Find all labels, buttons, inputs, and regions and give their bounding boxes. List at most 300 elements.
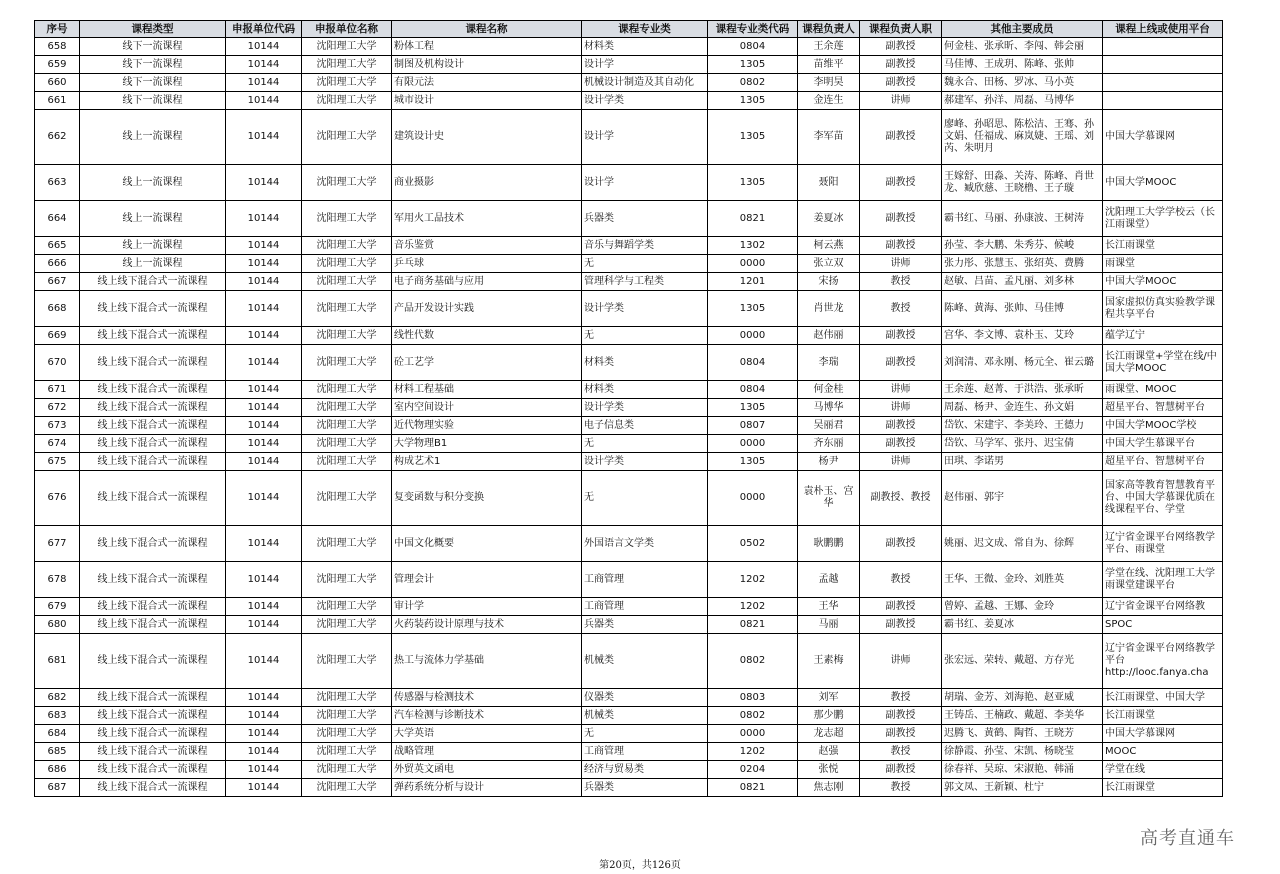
cell-members: 霸书红、姜夏冰 — [942, 616, 1103, 634]
cell-course-type: 线上线下混合式一流课程 — [80, 526, 226, 562]
table-row — [35, 453, 1223, 471]
table-row — [35, 237, 1223, 255]
cell-platform: 中国大学慕课网 — [1103, 110, 1223, 165]
cell-seq: 679 — [35, 598, 80, 616]
course-table — [34, 20, 1223, 797]
cell-course-name: 中国文化概要 — [392, 526, 582, 562]
watermark: 高考直通车 — [1140, 828, 1235, 849]
cell-unit-code: 10144 — [226, 110, 302, 165]
cell-course-name: 复变函数与积分变换 — [392, 471, 582, 526]
cell-leader: 袁朴玉、宫华 — [798, 471, 860, 526]
cell-seq: 665 — [35, 237, 80, 255]
cell-unit-code: 10144 — [226, 761, 302, 779]
header-major-code: 课程专业类代码 — [708, 21, 798, 38]
cell-major-category: 无 — [582, 435, 708, 453]
cell-members: 马佳博、王成玥、陈峰、张帅 — [942, 56, 1103, 74]
cell-seq: 673 — [35, 417, 80, 435]
cell-major-code: 0802 — [708, 634, 798, 689]
cell-seq: 658 — [35, 38, 80, 56]
cell-unit-name: 沈阳理工大学 — [302, 110, 392, 165]
table-row — [35, 417, 1223, 435]
cell-platform: 长江雨课堂、中国大学 — [1103, 689, 1223, 707]
header-course-name: 课程名称 — [392, 21, 582, 38]
cell-seq: 676 — [35, 471, 80, 526]
cell-major-code: 1202 — [708, 743, 798, 761]
cell-major-category: 音乐与舞蹈学类 — [582, 237, 708, 255]
cell-major-category: 材料类 — [582, 38, 708, 56]
cell-course-name: 建筑设计史 — [392, 110, 582, 165]
cell-course-name: 外贸英文函电 — [392, 761, 582, 779]
cell-major-category: 兵器类 — [582, 779, 708, 797]
cell-course-name: 有限元法 — [392, 74, 582, 92]
cell-unit-code: 10144 — [226, 165, 302, 201]
cell-leader-title: 副教授 — [860, 598, 942, 616]
table-row — [35, 74, 1223, 92]
cell-members: 姚丽、迟文成、常自为、徐辉 — [942, 526, 1103, 562]
cell-leader: 宋扬 — [798, 273, 860, 291]
cell-course-type: 线上一流课程 — [80, 110, 226, 165]
cell-major-category: 设计学 — [582, 110, 708, 165]
cell-unit-name: 沈阳理工大学 — [302, 471, 392, 526]
cell-course-type: 线上线下混合式一流课程 — [80, 616, 226, 634]
cell-course-type: 线上线下混合式一流课程 — [80, 743, 226, 761]
cell-leader: 龙志超 — [798, 725, 860, 743]
cell-course-name: 热工与流体力学基础 — [392, 634, 582, 689]
cell-members: 郭文凤、王新颖、杜宁 — [942, 779, 1103, 797]
cell-unit-name: 沈阳理工大学 — [302, 291, 392, 327]
cell-unit-code: 10144 — [226, 399, 302, 417]
cell-leader: 赵强 — [798, 743, 860, 761]
cell-course-name: 线性代数 — [392, 327, 582, 345]
table-row — [35, 598, 1223, 616]
cell-leader-title: 教授 — [860, 562, 942, 598]
table-row — [35, 327, 1223, 345]
cell-course-name: 管理会计 — [392, 562, 582, 598]
cell-leader: 孟越 — [798, 562, 860, 598]
cell-members: 胡瑞、金芳、刘海艳、赵亚威 — [942, 689, 1103, 707]
cell-leader-title: 教授 — [860, 743, 942, 761]
cell-leader-title: 副教授 — [860, 327, 942, 345]
cell-unit-name: 沈阳理工大学 — [302, 761, 392, 779]
cell-major-code: 0802 — [708, 707, 798, 725]
header-unit-name: 申报单位名称 — [302, 21, 392, 38]
cell-major-category: 材料类 — [582, 345, 708, 381]
cell-course-name: 材料工程基础 — [392, 381, 582, 399]
cell-major-category: 无 — [582, 471, 708, 526]
cell-leader-title: 副教授 — [860, 201, 942, 237]
table-row — [35, 255, 1223, 273]
header-leader-title: 课程负责人职 — [860, 21, 942, 38]
cell-major-category: 设计学类 — [582, 92, 708, 110]
cell-major-code: 0000 — [708, 327, 798, 345]
cell-unit-code: 10144 — [226, 92, 302, 110]
cell-unit-name: 沈阳理工大学 — [302, 725, 392, 743]
table-row — [35, 725, 1223, 743]
cell-members: 赵伟丽、郭宇 — [942, 471, 1103, 526]
cell-course-type: 线上线下混合式一流课程 — [80, 598, 226, 616]
cell-leader-title: 讲师 — [860, 92, 942, 110]
cell-course-name: 粉体工程 — [392, 38, 582, 56]
cell-platform — [1103, 38, 1223, 56]
table-row — [35, 634, 1223, 689]
cell-seq: 663 — [35, 165, 80, 201]
cell-seq: 668 — [35, 291, 80, 327]
cell-major-code: 1305 — [708, 56, 798, 74]
cell-leader-title: 讲师 — [860, 399, 942, 417]
cell-members: 廖峰、孙昭思、陈松洁、王骞、孙文娟、任福成、麻岚婕、王瑶、刘芮、朱明月 — [942, 110, 1103, 165]
table-row — [35, 743, 1223, 761]
cell-unit-name: 沈阳理工大学 — [302, 381, 392, 399]
cell-platform: 雨课堂、MOOC — [1103, 381, 1223, 399]
cell-course-name: 战略管理 — [392, 743, 582, 761]
cell-seq: 681 — [35, 634, 80, 689]
cell-platform — [1103, 92, 1223, 110]
cell-unit-code: 10144 — [226, 201, 302, 237]
cell-major-category: 设计学 — [582, 56, 708, 74]
cell-leader: 姜夏冰 — [798, 201, 860, 237]
cell-unit-name: 沈阳理工大学 — [302, 689, 392, 707]
cell-members: 刘润清、邓永刚、杨元全、崔云璐 — [942, 345, 1103, 381]
cell-major-code: 1305 — [708, 399, 798, 417]
cell-seq: 666 — [35, 255, 80, 273]
table-header — [35, 21, 1223, 38]
cell-platform: 超星平台、智慧树平台 — [1103, 399, 1223, 417]
cell-major-category: 无 — [582, 327, 708, 345]
cell-platform — [1103, 74, 1223, 92]
table-body — [35, 38, 1223, 797]
cell-major-code: 0204 — [708, 761, 798, 779]
cell-seq: 669 — [35, 327, 80, 345]
cell-major-code: 0804 — [708, 38, 798, 56]
header-platform: 课程上线或使用平台 — [1103, 21, 1223, 38]
cell-platform: 国家高等教育智慧教育平台、中国大学慕课优质在线课程平台、学堂 — [1103, 471, 1223, 526]
cell-major-category: 仪器类 — [582, 689, 708, 707]
cell-seq: 674 — [35, 435, 80, 453]
cell-major-code: 0821 — [708, 616, 798, 634]
table-row — [35, 689, 1223, 707]
cell-platform: 长江雨课堂+学堂在线/中国大学MOOC — [1103, 345, 1223, 381]
cell-unit-name: 沈阳理工大学 — [302, 526, 392, 562]
cell-members: 徐春祥、吴琼、宋淑艳、韩涌 — [942, 761, 1103, 779]
cell-platform: 蕴学辽宁 — [1103, 327, 1223, 345]
cell-course-type: 线上线下混合式一流课程 — [80, 471, 226, 526]
cell-unit-code: 10144 — [226, 237, 302, 255]
header-seq: 序号 — [35, 21, 80, 38]
table-row — [35, 273, 1223, 291]
cell-major-category: 机械类 — [582, 707, 708, 725]
cell-course-name: 砼工艺学 — [392, 345, 582, 381]
cell-unit-name: 沈阳理工大学 — [302, 399, 392, 417]
cell-leader-title: 副教授 — [860, 165, 942, 201]
cell-major-category: 无 — [582, 255, 708, 273]
cell-unit-code: 10144 — [226, 327, 302, 345]
cell-leader-title: 讲师 — [860, 255, 942, 273]
table-row — [35, 345, 1223, 381]
cell-major-category: 工商管理 — [582, 743, 708, 761]
cell-leader: 李军苗 — [798, 110, 860, 165]
cell-seq: 670 — [35, 345, 80, 381]
cell-unit-code: 10144 — [226, 435, 302, 453]
cell-members: 田琪、李诺男 — [942, 453, 1103, 471]
cell-seq: 664 — [35, 201, 80, 237]
cell-major-code: 1305 — [708, 92, 798, 110]
cell-leader-title: 副教授 — [860, 56, 942, 74]
cell-course-type: 线上线下混合式一流课程 — [80, 761, 226, 779]
cell-course-type: 线上线下混合式一流课程 — [80, 634, 226, 689]
cell-major-category: 外国语言文学类 — [582, 526, 708, 562]
cell-course-type: 线上线下混合式一流课程 — [80, 707, 226, 725]
cell-leader: 张立双 — [798, 255, 860, 273]
cell-course-type: 线上线下混合式一流课程 — [80, 417, 226, 435]
table-row — [35, 291, 1223, 327]
cell-unit-name: 沈阳理工大学 — [302, 743, 392, 761]
cell-seq: 687 — [35, 779, 80, 797]
cell-platform: 超星平台、智慧树平台 — [1103, 453, 1223, 471]
cell-members: 曾婷、孟越、王娜、金玲 — [942, 598, 1103, 616]
cell-course-type: 线上一流课程 — [80, 165, 226, 201]
cell-major-category: 兵器类 — [582, 201, 708, 237]
cell-unit-code: 10144 — [226, 616, 302, 634]
cell-unit-code: 10144 — [226, 471, 302, 526]
cell-course-type: 线上一流课程 — [80, 255, 226, 273]
cell-platform: 辽宁省金课平台网络教学平台、雨课堂 — [1103, 526, 1223, 562]
cell-major-code: 0502 — [708, 526, 798, 562]
cell-unit-code: 10144 — [226, 779, 302, 797]
cell-leader-title: 副教授、教授 — [860, 471, 942, 526]
cell-leader-title: 讲师 — [860, 381, 942, 399]
cell-seq: 661 — [35, 92, 80, 110]
cell-leader: 张悦 — [798, 761, 860, 779]
header-row — [35, 21, 1223, 38]
cell-course-name: 传感器与检测技术 — [392, 689, 582, 707]
header-course-type: 课程类型 — [80, 21, 226, 38]
cell-unit-name: 沈阳理工大学 — [302, 779, 392, 797]
header-major-category: 课程专业类 — [582, 21, 708, 38]
cell-major-category: 机械类 — [582, 634, 708, 689]
cell-course-type: 线上线下混合式一流课程 — [80, 399, 226, 417]
cell-major-code: 0821 — [708, 201, 798, 237]
cell-seq: 677 — [35, 526, 80, 562]
cell-major-code: 1202 — [708, 598, 798, 616]
cell-course-name: 制图及机构设计 — [392, 56, 582, 74]
cell-platform: 中国大学MOOC — [1103, 273, 1223, 291]
cell-seq: 686 — [35, 761, 80, 779]
cell-leader-title: 副教授 — [860, 725, 942, 743]
cell-leader: 马博华 — [798, 399, 860, 417]
table-row — [35, 435, 1223, 453]
cell-course-name: 城市设计 — [392, 92, 582, 110]
cell-course-name: 乒乓球 — [392, 255, 582, 273]
cell-unit-code: 10144 — [226, 526, 302, 562]
cell-major-category: 机械设计制造及其自动化 — [582, 74, 708, 92]
cell-leader: 吴丽君 — [798, 417, 860, 435]
table-row — [35, 471, 1223, 526]
cell-leader: 肖世龙 — [798, 291, 860, 327]
cell-leader-title: 副教授 — [860, 526, 942, 562]
cell-platform: SPOC — [1103, 616, 1223, 634]
table-row — [35, 761, 1223, 779]
cell-course-type: 线上线下混合式一流课程 — [80, 562, 226, 598]
cell-leader: 柯云燕 — [798, 237, 860, 255]
cell-seq: 685 — [35, 743, 80, 761]
cell-major-code: 0000 — [708, 725, 798, 743]
cell-unit-name: 沈阳理工大学 — [302, 165, 392, 201]
cell-leader: 那少鹏 — [798, 707, 860, 725]
cell-members: 岱钦、马学军、张丹、迟宝倩 — [942, 435, 1103, 453]
cell-course-type: 线上线下混合式一流课程 — [80, 381, 226, 399]
table-row — [35, 616, 1223, 634]
cell-unit-code: 10144 — [226, 417, 302, 435]
cell-major-code: 1305 — [708, 453, 798, 471]
cell-course-name: 产品开发设计实践 — [392, 291, 582, 327]
cell-unit-code: 10144 — [226, 345, 302, 381]
table-row — [35, 110, 1223, 165]
cell-major-category: 管理科学与工程类 — [582, 273, 708, 291]
cell-leader: 李瑞 — [798, 345, 860, 381]
table-row — [35, 562, 1223, 598]
cell-course-name: 近代物理实验 — [392, 417, 582, 435]
cell-leader-title: 副教授 — [860, 435, 942, 453]
cell-seq: 678 — [35, 562, 80, 598]
cell-unit-code: 10144 — [226, 725, 302, 743]
table-row — [35, 526, 1223, 562]
cell-leader: 李明昊 — [798, 74, 860, 92]
cell-leader: 耿鹏鹏 — [798, 526, 860, 562]
cell-major-category: 电子信息类 — [582, 417, 708, 435]
cell-leader-title: 副教授 — [860, 345, 942, 381]
cell-platform: 中国大学MOOC学校 — [1103, 417, 1223, 435]
cell-unit-code: 10144 — [226, 634, 302, 689]
cell-platform: 长江雨课堂 — [1103, 707, 1223, 725]
cell-members: 岱钦、宋建宇、李美玲、王德力 — [942, 417, 1103, 435]
cell-platform: 长江雨课堂 — [1103, 237, 1223, 255]
cell-platform — [1103, 56, 1223, 74]
cell-platform: 辽宁省金课平台网络教 — [1103, 598, 1223, 616]
cell-members: 张宏远、荣转、戴超、方存光 — [942, 634, 1103, 689]
header-unit-code: 申报单位代码 — [226, 21, 302, 38]
cell-major-category: 设计学类 — [582, 399, 708, 417]
cell-major-code: 1202 — [708, 562, 798, 598]
cell-seq: 682 — [35, 689, 80, 707]
cell-major-category: 设计学类 — [582, 291, 708, 327]
cell-leader-title: 讲师 — [860, 634, 942, 689]
cell-leader-title: 教授 — [860, 273, 942, 291]
cell-leader: 赵伟丽 — [798, 327, 860, 345]
cell-course-name: 弹药系统分析与设计 — [392, 779, 582, 797]
cell-unit-code: 10144 — [226, 74, 302, 92]
cell-leader: 苗维平 — [798, 56, 860, 74]
cell-unit-code: 10144 — [226, 707, 302, 725]
cell-course-type: 线下一流课程 — [80, 92, 226, 110]
cell-unit-code: 10144 — [226, 743, 302, 761]
cell-platform: 长江雨课堂 — [1103, 779, 1223, 797]
cell-unit-name: 沈阳理工大学 — [302, 273, 392, 291]
cell-members: 郝建军、孙洋、周磊、马博华 — [942, 92, 1103, 110]
cell-leader: 焦志刚 — [798, 779, 860, 797]
cell-members: 周磊、杨尹、金连生、孙文娟 — [942, 399, 1103, 417]
cell-members: 王余莲、赵菁、于洪浩、张承昕 — [942, 381, 1103, 399]
cell-leader-title: 副教授 — [860, 74, 942, 92]
cell-members: 迟腾飞、黄鹤、陶哲、王晓芳 — [942, 725, 1103, 743]
cell-course-name: 大学英语 — [392, 725, 582, 743]
cell-course-type: 线下一流课程 — [80, 56, 226, 74]
cell-platform: 中国大学MOOC — [1103, 165, 1223, 201]
cell-course-type: 线上线下混合式一流课程 — [80, 291, 226, 327]
cell-members: 王华、王微、金玲、刘胜英 — [942, 562, 1103, 598]
cell-seq: 662 — [35, 110, 80, 165]
cell-course-type: 线上线下混合式一流课程 — [80, 453, 226, 471]
cell-leader: 聂阳 — [798, 165, 860, 201]
cell-major-category: 材料类 — [582, 381, 708, 399]
cell-course-type: 线上线下混合式一流课程 — [80, 779, 226, 797]
cell-unit-name: 沈阳理工大学 — [302, 38, 392, 56]
cell-unit-name: 沈阳理工大学 — [302, 345, 392, 381]
cell-unit-code: 10144 — [226, 255, 302, 273]
cell-course-name: 火药装药设计原理与技术 — [392, 616, 582, 634]
cell-unit-name: 沈阳理工大学 — [302, 616, 392, 634]
cell-major-category: 设计学类 — [582, 453, 708, 471]
cell-unit-name: 沈阳理工大学 — [302, 417, 392, 435]
cell-unit-name: 沈阳理工大学 — [302, 56, 392, 74]
cell-major-category: 工商管理 — [582, 562, 708, 598]
cell-platform: 学堂在线、沈阳理工大学雨课堂建课平台 — [1103, 562, 1223, 598]
cell-seq: 667 — [35, 273, 80, 291]
cell-unit-code: 10144 — [226, 453, 302, 471]
table-row — [35, 38, 1223, 56]
header-members: 其他主要成员 — [942, 21, 1103, 38]
cell-seq: 672 — [35, 399, 80, 417]
cell-major-code: 0807 — [708, 417, 798, 435]
cell-members: 王嫁舒、田淼、关涛、陈峰、肖世龙、臧欣慈、王晓橹、王子璇 — [942, 165, 1103, 201]
cell-members: 王铸岳、王楠政、戴超、李美华 — [942, 707, 1103, 725]
cell-unit-name: 沈阳理工大学 — [302, 237, 392, 255]
cell-course-name: 电子商务基础与应用 — [392, 273, 582, 291]
cell-major-category: 经济与贸易类 — [582, 761, 708, 779]
cell-course-type: 线下一流课程 — [80, 38, 226, 56]
page-footer: 第20页，共126页 — [599, 860, 681, 871]
cell-unit-code: 10144 — [226, 56, 302, 74]
cell-leader-title: 教授 — [860, 689, 942, 707]
cell-major-category: 无 — [582, 725, 708, 743]
cell-course-name: 商业摄影 — [392, 165, 582, 201]
cell-unit-code: 10144 — [226, 562, 302, 598]
cell-members: 魏永合、田杨、罗冰、马小英 — [942, 74, 1103, 92]
table-row — [35, 92, 1223, 110]
cell-course-type: 线上一流课程 — [80, 237, 226, 255]
cell-major-code: 0802 — [708, 74, 798, 92]
cell-leader: 王余莲 — [798, 38, 860, 56]
cell-major-code: 1302 — [708, 237, 798, 255]
cell-leader-title: 副教授 — [860, 237, 942, 255]
cell-unit-code: 10144 — [226, 38, 302, 56]
cell-leader: 马丽 — [798, 616, 860, 634]
cell-leader-title: 副教授 — [860, 616, 942, 634]
cell-major-code: 0821 — [708, 779, 798, 797]
table-row — [35, 779, 1223, 797]
cell-major-category: 工商管理 — [582, 598, 708, 616]
cell-course-type: 线上线下混合式一流课程 — [80, 345, 226, 381]
cell-unit-name: 沈阳理工大学 — [302, 255, 392, 273]
cell-unit-name: 沈阳理工大学 — [302, 562, 392, 598]
cell-platform: MOOC — [1103, 743, 1223, 761]
cell-course-type: 线上线下混合式一流课程 — [80, 725, 226, 743]
cell-unit-name: 沈阳理工大学 — [302, 92, 392, 110]
cell-course-name: 室内空间设计 — [392, 399, 582, 417]
cell-course-name: 音乐鉴赏 — [392, 237, 582, 255]
cell-major-code: 1305 — [708, 291, 798, 327]
cell-course-name: 构成艺术1 — [392, 453, 582, 471]
cell-members: 孙莹、李大鹏、朱秀芬、候峻 — [942, 237, 1103, 255]
